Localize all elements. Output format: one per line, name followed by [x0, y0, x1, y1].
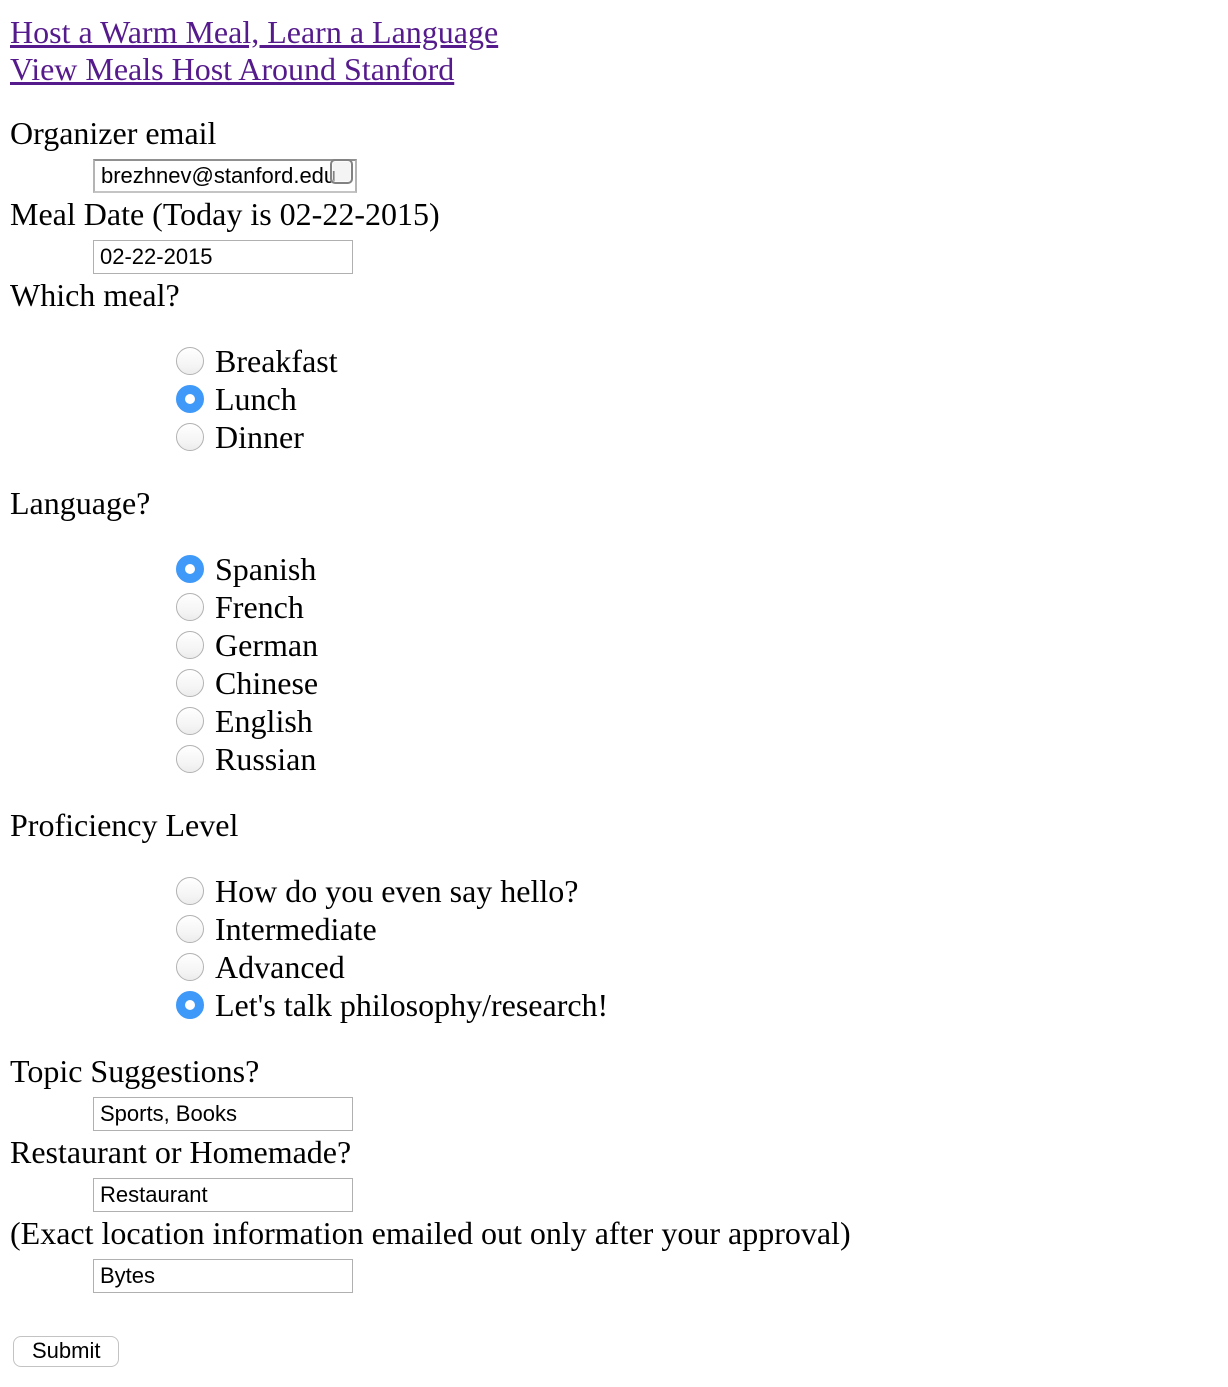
proficiency-level-label: Proficiency Level [10, 807, 239, 843]
radio-option-label: German [215, 627, 319, 663]
meal-date-input[interactable] [93, 240, 353, 274]
organizer-email-row [93, 152, 363, 195]
radio-option-label: How do you even say hello? [215, 873, 579, 909]
radio-icon[interactable] [176, 915, 204, 943]
radio-option-russian[interactable] [176, 740, 1218, 778]
organizer-email-input[interactable] [93, 159, 357, 193]
organizer-email-label: Organizer email [10, 115, 217, 151]
radio-option-french[interactable] [176, 588, 1218, 626]
radio-option-dinner[interactable] [176, 418, 1218, 456]
radio-option-philosophy[interactable] [176, 986, 1218, 1024]
radio-option-breakfast[interactable] [176, 342, 1218, 380]
radio-icon[interactable] [176, 707, 204, 735]
top-links [10, 14, 1218, 88]
which-meal-label: Which meal? [10, 277, 180, 313]
radio-option-intermediate[interactable] [176, 910, 1218, 948]
radio-icon[interactable] [176, 991, 204, 1019]
radio-icon[interactable] [176, 631, 204, 659]
radio-option-label: English [215, 703, 313, 739]
topic-suggestions-row [93, 1090, 363, 1133]
radio-icon[interactable] [176, 347, 204, 375]
autofill-contact-icon[interactable] [330, 159, 353, 184]
radio-option-german[interactable] [176, 626, 1218, 664]
submit-button[interactable]: Submit [13, 1336, 119, 1367]
topic-suggestions-label: Topic Suggestions? [10, 1053, 260, 1089]
radio-option-label: Lunch [215, 381, 297, 417]
radio-icon[interactable] [176, 385, 204, 413]
language-radio-group [176, 550, 1218, 778]
radio-option-label: Advanced [215, 949, 345, 985]
radio-icon[interactable] [176, 877, 204, 905]
meal-date-label: Meal Date (Today is 02-22-2015) [10, 196, 440, 232]
restaurant-row [93, 1171, 363, 1214]
location-input[interactable] [93, 1259, 353, 1293]
radio-option-label: Dinner [215, 419, 304, 455]
radio-option-lunch[interactable] [176, 380, 1218, 418]
radio-option-advanced[interactable] [176, 948, 1218, 986]
location-note-label: (Exact location information emailed out only after your approval) [10, 1215, 851, 1251]
radio-option-hello[interactable] [176, 872, 1218, 910]
topic-suggestions-input[interactable] [93, 1097, 353, 1131]
link-host-warm-meal[interactable]: Host a Warm Meal, Learn a Language [10, 14, 499, 50]
which-meal-radio-group [176, 342, 1218, 456]
link-view-meals[interactable]: View Meals Host Around Stanford [10, 51, 455, 87]
radio-option-label: Let's talk philosophy/research! [215, 987, 609, 1023]
radio-option-chinese[interactable] [176, 664, 1218, 702]
radio-option-label: Spanish [215, 551, 317, 587]
radio-icon[interactable] [176, 593, 204, 621]
submit-row [10, 1329, 1218, 1367]
radio-option-english[interactable] [176, 702, 1218, 740]
language-label: Language? [10, 485, 151, 521]
radio-option-label: Russian [215, 741, 317, 777]
radio-option-label: Breakfast [215, 343, 338, 379]
radio-icon[interactable] [176, 953, 204, 981]
radio-icon[interactable] [176, 669, 204, 697]
radio-option-label: Chinese [215, 665, 319, 701]
location-row [93, 1252, 363, 1295]
radio-option-label: French [215, 589, 304, 625]
radio-icon[interactable] [176, 423, 204, 451]
restaurant-or-homemade-label: Restaurant or Homemade? [10, 1134, 352, 1170]
proficiency-radio-group [176, 872, 1218, 1024]
radio-option-spanish[interactable] [176, 550, 1218, 588]
meal-date-row [93, 233, 363, 276]
restaurant-input[interactable] [93, 1178, 353, 1212]
radio-icon[interactable] [176, 555, 204, 583]
radio-icon[interactable] [176, 745, 204, 773]
radio-option-label: Intermediate [215, 911, 377, 947]
